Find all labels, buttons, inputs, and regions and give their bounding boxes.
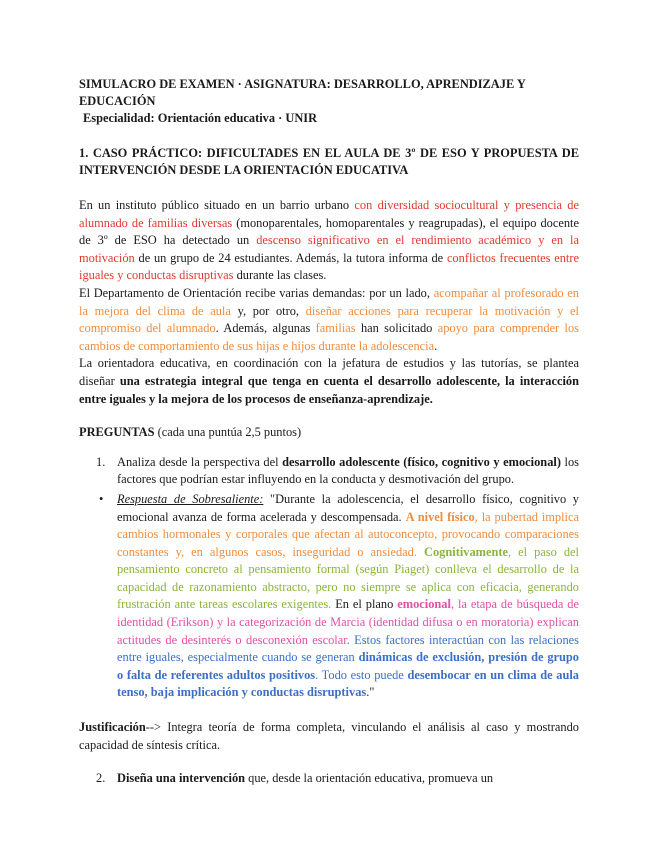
- questions-heading: [79, 424, 579, 442]
- text-run: , la etapa de búsqueda de identidad (Erikson) y la categorización de Marcia (identidad difusa o en moratoria) explican actitudes de desinterés o desconexión escolar: [117, 597, 579, 647]
- justification-text: Integra teoría de forma completa, vinculando el análisis al caso y mostrando capacidad de síntesis crítica.: [79, 720, 579, 752]
- text-run: "Durante la adolescencia, el desarrollo físico, cognitivo y emocional avanza de forma acelerada y descompensada.: [117, 491, 579, 524]
- case-description: [79, 197, 579, 408]
- text-run: Respuesta de Sobresaliente:: [117, 491, 264, 506]
- text-run: han solicitado: [355, 321, 438, 336]
- question-2-text: [117, 771, 493, 785]
- document-page: [79, 76, 579, 788]
- text-run: En un instituto público situado en un barrio urbano: [79, 198, 355, 212]
- text-run: , la pubertad implica cambios hormonales y corporales que afectan al autoconcepto, provocando comparaciones constantes y, en algunos casos, inseguridad o ansiedad.: [117, 509, 579, 559]
- bullet-icon: •: [99, 491, 104, 506]
- question-2-number: 2.: [96, 771, 106, 786]
- case-title: 1. CASO PRÁCTICO: DIFICULTADES EN EL AULA DE 3º DE ESO Y PROPUESTA DE INTERVENCIÓN DESDE LA ORIENTACIÓN EDUCATIVA: [79, 146, 579, 177]
- text-run: . Todo esto puede: [315, 667, 408, 682]
- text-run: apoyo para comprender los cambios de comportamiento de sus hijas e hijos durante la adolescencia: [79, 321, 579, 353]
- text-run: . Además, algunas: [215, 321, 316, 336]
- text-run: emocional: [397, 597, 451, 612]
- questions-heading-points: (cada una puntúa 2,5 puntos): [154, 425, 302, 440]
- case-paragraph-2: [79, 285, 579, 355]
- text-run: La orientadora educativa, en coordinación con la jefatura de estudios y las tutorías, se plantea diseñar: [79, 356, 579, 388]
- model-answer: [79, 491, 579, 702]
- text-run: .": [366, 685, 375, 700]
- question-2: [79, 770, 579, 788]
- model-answer-text: [117, 492, 579, 700]
- question-1-number: 1.: [96, 454, 106, 469]
- text-run: conflictos frecuentes entre iguales y conductas disruptivas: [79, 250, 579, 283]
- exam-header: [79, 76, 579, 127]
- text-run: En el plano: [331, 597, 398, 612]
- arrow-icon: -->: [145, 720, 162, 735]
- text-run: diseñar acciones para recuperar la motivación y el compromiso del alumnado: [79, 303, 580, 336]
- text-run: descenso significativo en el rendimiento académico y en la motivación: [79, 233, 579, 265]
- header-line-1: SIMULACRO DE EXAMEN · ASIGNATURA: DESARROLLO, APRENDIZAJE Y EDUCACIÓN: [79, 77, 526, 108]
- text-run: desarrollo adolescente (físico, cognitivo y emocional): [282, 454, 561, 469]
- text-run: A nivel físico: [405, 509, 475, 524]
- justification-label: Justificación: [79, 720, 146, 735]
- header-line-2: Especialidad: Orientación educativa · UNIR: [83, 111, 318, 125]
- text-run: de un grupo de 24 estudiantes. Además, la tutora informa de: [134, 250, 447, 265]
- text-run: , el paso del pensamiento concreto al pensamiento formal (según Piaget) conlleva el desarrollo de la capacidad de razonamiento abstracto, pero no siempre se aplica con eficacia, generando frustración ante tareas escolares exigentes.: [117, 544, 579, 612]
- text-run: Cognitivamente: [424, 544, 508, 559]
- text-run: que, desde la orientación educativa, promueva un: [245, 771, 494, 786]
- text-run: Analiza desde la perspectiva del: [117, 454, 283, 469]
- text-run: familias: [315, 321, 356, 336]
- text-run: una estrategia integral que tenga en cuenta el desarrollo adolescente, la interacción entre iguales y la mejora de los procesos de enseñanza-aprendizaje.: [79, 373, 579, 406]
- case-paragraph-1: [79, 197, 579, 285]
- text-run: El Departamento de Orientación recibe varias demandas: por un lado,: [79, 285, 434, 300]
- text-run: . Estos factores interactúan con las relaciones entre iguales, especialmente cuando se generan: [117, 632, 579, 665]
- text-run: durante las clases.: [233, 268, 327, 283]
- text-run: Diseña una intervención: [117, 771, 246, 786]
- questions-heading-bold: PREGUNTAS: [79, 425, 155, 440]
- text-run: dinámicas de exclusión, presión de grupo o falta de referentes adultos positivos: [117, 650, 579, 682]
- text-run: con diversidad sociocultural y presencia de alumnado de familias diversas: [79, 198, 579, 230]
- case-paragraph-3: [79, 355, 579, 408]
- text-run: (monoparentales, homoparentales y reagrupadas), el equipo docente de 3º de ESO ha detectado un: [79, 215, 579, 248]
- text-run: acompañar al profesorado en la mejora del clima de aula: [79, 285, 579, 318]
- question-1: [79, 454, 579, 489]
- question-1-text: [117, 455, 579, 487]
- text-run: .: [434, 338, 438, 353]
- justification: [79, 719, 579, 754]
- text-run: desembocar en un clima de aula tenso, baja implicación y conductas disruptivas: [117, 667, 579, 700]
- text-run: los factores que podrían estar influyendo en la conducta y desmotivación del grupo.: [117, 454, 580, 487]
- text-run: y, por otro,: [230, 303, 306, 318]
